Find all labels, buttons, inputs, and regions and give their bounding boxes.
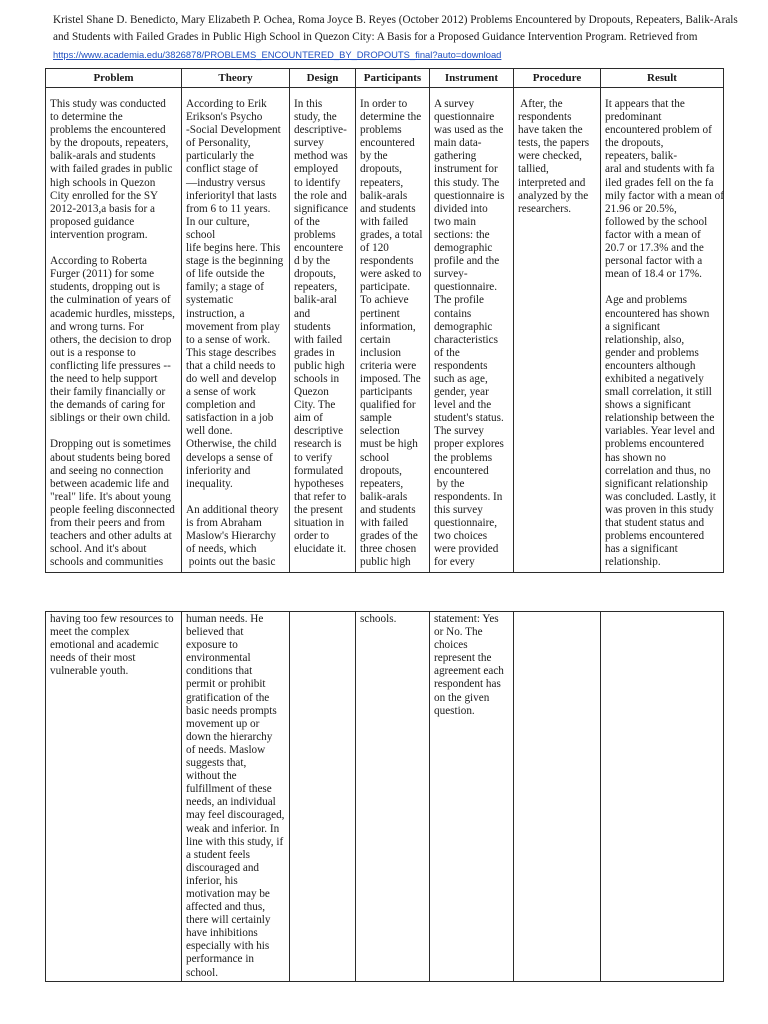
result-cell: It appears that the predominant encountered problem of the dropouts, repeaters, balik- aral and students with fa iled grades fell on the fa mily factor with a mean of 21.96 or 20.5%, followed by the school factor with a mean of 20.7 or 17.3% and the personal factor with a mean of 18.4 or 17%. Age and problems encountered has shown a significant relationship, also, gender and problems encounters although exhibited a negatively small correlation, it still shows a significant relationship between the variables. Year level and problems encountered has shown no correlation and thus, no significant relationship was concluded. Lastly, it was proven in this study that student status and problems encountered has a significant relationship. <box>601 88 724 573</box>
research-summary-table-continued <box>45 611 724 982</box>
instrument-cell: statement: Yes or No. The choices represent the agreement each respondent has on the given question. <box>430 612 514 982</box>
table-row <box>46 88 724 573</box>
instrument-cell: A survey questionnaire was used as the main data- gathering instrument for this study. The questionnaire is divided into two main sections: the demographic profile and the survey- questionnaire. The profile contains demographic characteristics of the respondents such as age, gender, year level and the student's status. The survey proper explores the problems encountered by the respondents. In this survey questionnaire, two choices were provided for every <box>430 88 514 573</box>
column-header-problem: Problem <box>46 69 182 88</box>
column-header-participants: Participants <box>356 69 430 88</box>
participants-cell: In order to determine the problems encountered by the dropouts, repeaters, balik-arals and students with failed grades, a total of 120 respondents were asked to participate. To achieve pertinent information, certain inclusion criteria were imposed. The participants qualified for sample selection must be high school dropouts, repeaters, balik-arals and students with failed grades of the three chosen public high <box>356 88 430 573</box>
citation-line-1: Kristel Shane D. Benedicto, Mary Elizabeth P. Ochea, Roma Joyce B. Reyes (October 2012) Problems Encountered by Dropouts, Repeaters, Balik-Arals <box>53 14 738 26</box>
column-header-result: Result <box>601 69 724 88</box>
procedure-cell <box>514 612 601 982</box>
column-header-instrument: Instrument <box>430 69 514 88</box>
citation-block <box>53 12 765 63</box>
design-cell <box>290 612 356 982</box>
design-cell: In this study, the descriptive- survey method was employed to identify the role and significance of the problems encountere d by the dropouts, repeaters, balik-aral and students with failed grades in public high schools in Quezon City. The aim of descriptive research is to verify formulated hypotheses that refer to the present situation in order to elucidate it. <box>290 88 356 573</box>
column-header-design: Design <box>290 69 356 88</box>
theory-cell: According to Erik Erikson's Psycho -Social Development of Personality, particularly the conflict stage of —industry versus inferiority‖ that lasts from 6 to 11 years. In our culture, school life begins here. This stage is the beginning of life outside the family; a stage of systematic instruction, a movement from play to a sense of work. This stage describes that a child needs to do well and develop a sense of work completion and satisfaction in a job well done. Otherwise, the child develops a sense of inferiority and inequality. An additional theory is from Abraham Maslow's Hierarchy of needs, which points out the basic <box>182 88 290 573</box>
table-header-row <box>46 69 724 88</box>
result-cell <box>601 612 724 982</box>
citation-line-2: and Students with Failed Grades in Public High School in Quezon City: A Basis for a Proposed Guidance Intervention Program. Retrieved from <box>53 31 698 43</box>
research-summary-table <box>45 68 724 573</box>
procedure-cell: After, the respondents have taken the tests, the papers were checked, tallied, interpreted and analyzed by the researchers. <box>514 88 601 573</box>
source-link[interactable]: https://www.academia.edu/3826878/PROBLEMS_ENCOUNTERED_BY_DROPOUTS_final?auto=download <box>53 49 502 60</box>
problem-cell: having too few resources to meet the complex emotional and academic needs of their most vulnerable youth. <box>46 612 182 982</box>
table-row <box>46 612 724 982</box>
theory-cell: human needs. He believed that exposure to environmental conditions that permit or prohibit gratification of the basic needs prompts movement up or down the hierarchy of needs. Maslow suggests that, without the fulfillment of these needs, an individual may feel discouraged, weak and inferior. In line with this study, if a student feels discouraged and inferior, his motivation may be affected and thus, there will certainly have inhibitions especially with his performance in school. <box>182 612 290 982</box>
column-header-theory: Theory <box>182 69 290 88</box>
problem-cell: This study was conducted to determine the problems the encountered by the dropouts, repeaters, balik-arals and students with failed grades in public high schools in Quezon City enrolled for the SY 2012-2013,a basis for a proposed guidance intervention program. According to Roberta Furger (2011) for some students, dropping out is the culmination of years of academic hurdles, missteps, and wrong turns. For others, the decision to drop out is a response to conflicting life pressures -- the need to help support their family financially or the demands of caring for siblings or their own child. Dropping out is sometimes about students being bored and seeing no connection between academic life and "real" life. It's about young people feeling disconnected from their peers and from teachers and other adults at school. And it's about schools and communities <box>46 88 182 573</box>
column-header-procedure: Procedure <box>514 69 601 88</box>
participants-cell: schools. <box>356 612 430 982</box>
